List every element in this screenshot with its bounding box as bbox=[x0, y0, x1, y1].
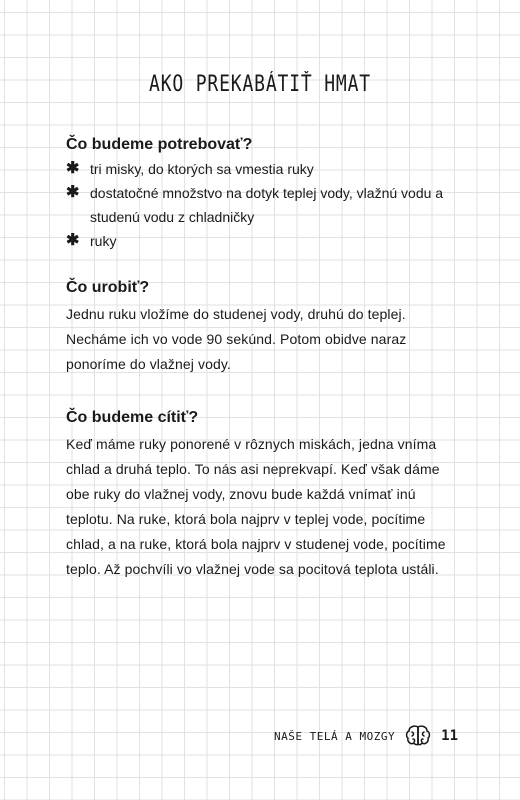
brain-icon bbox=[405, 724, 431, 748]
page-title: AKO PREKABÁTIŤ HMAT bbox=[149, 72, 371, 97]
list-item-text: tri misky, do ktorých sa vmestia ruky bbox=[90, 161, 314, 177]
feel-text: Keď máme ruky ponorené v rôznych miskách, jedna vníma chlad a druhá teplo. To nás asi neprekvapí. Keď však dáme obe ruky do vlažnej vody, znovu bude každá vnímať inú teplotu. Na ruke, ktorá bola najprv v teplej vode, pocítime chlad, a na ruke, ktorá bola najprv v studenej vode, pocítime teplo. Až pochvíli vo vlažnej vode sa pocitová teplota ustáli. bbox=[66, 436, 446, 577]
list-item-text: dostatočné množstvo na dotyk teplej vody, vlažnú vodu a studenú vodu z chladničky bbox=[90, 185, 444, 225]
page-footer bbox=[0, 724, 458, 748]
asterisk-bullet-icon: ✱ bbox=[66, 160, 80, 177]
page-number: 11 bbox=[441, 728, 458, 744]
steps-text: Jednu ruku vložíme do studenej vody, druhú do teplej. Necháme ich vo vode 90 sekúnd. Potom obidve naraz ponoríme do vlažnej vody. bbox=[66, 306, 407, 372]
list-item bbox=[66, 157, 466, 181]
list-item-text: ruky bbox=[90, 233, 117, 249]
needs-heading: Čo budeme potrebovať? bbox=[66, 136, 253, 153]
list-item bbox=[66, 229, 466, 253]
feel-heading: Čo budeme cítiť? bbox=[66, 409, 199, 426]
asterisk-bullet-icon: ✱ bbox=[66, 184, 80, 201]
footer-section-label: NAŠE TELÁ A MOZGY bbox=[274, 729, 396, 743]
list-item bbox=[66, 181, 466, 229]
asterisk-bullet-icon: ✱ bbox=[66, 232, 80, 249]
steps-heading: Čo urobiť? bbox=[66, 279, 150, 296]
needs-list bbox=[66, 157, 466, 253]
